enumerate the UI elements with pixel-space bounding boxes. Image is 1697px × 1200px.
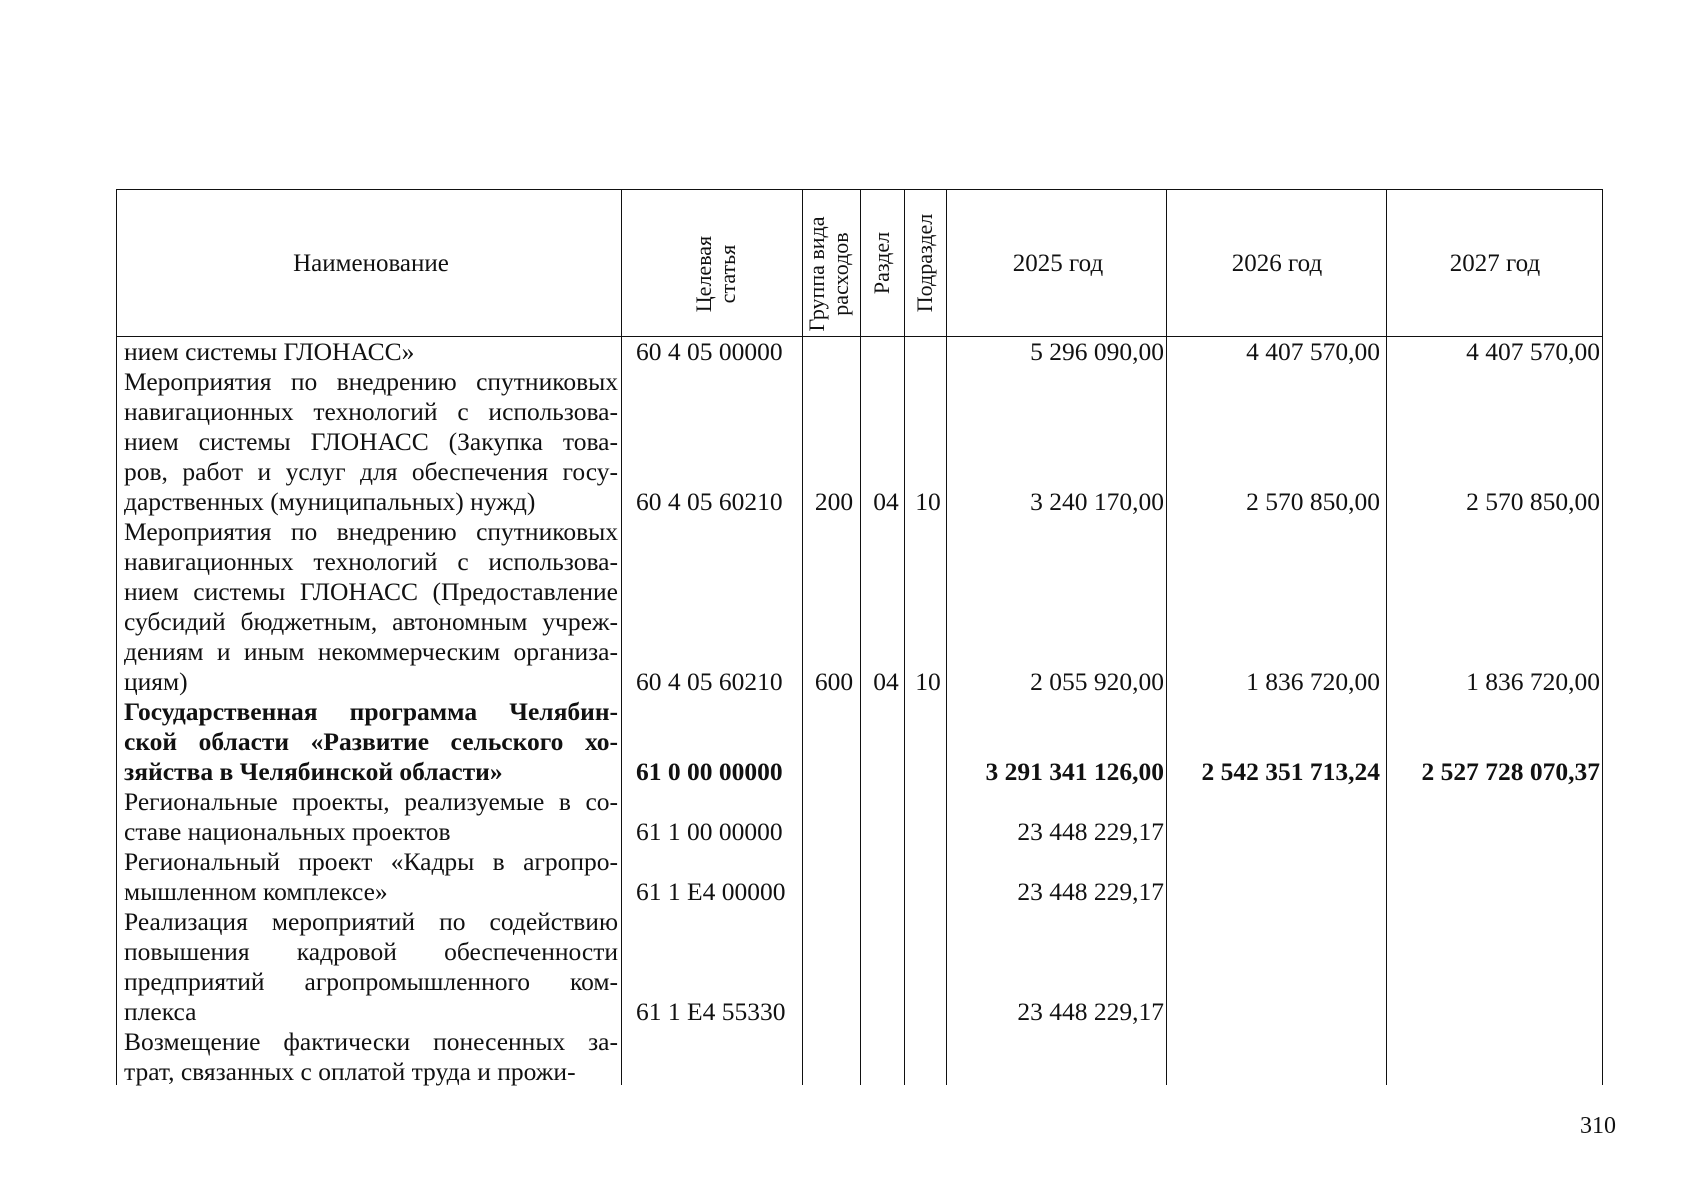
row-name-line: нием системы ГЛОНАСС (Предоставление xyxy=(124,577,618,606)
header-expense-group xyxy=(805,204,857,344)
row-target-article: 60 4 05 00000 xyxy=(636,337,783,366)
col-border-subsection xyxy=(946,190,947,1085)
col-border-left xyxy=(116,190,117,1085)
header-target-line2: статья xyxy=(715,244,740,304)
row-value-2026: 1 836 720,00 xyxy=(1246,667,1380,696)
header-group-line2: расходов xyxy=(828,232,853,316)
row-value-2025: 23 448 229,17 xyxy=(1017,997,1164,1026)
row-value-2025: 3 291 341 126,00 xyxy=(985,757,1164,786)
row-name-line: Мероприятия по внедрению спутниковых xyxy=(124,517,618,546)
header-group-line1: Группа вида xyxy=(804,216,829,332)
row-name-line: Мероприятия по внедрению спутниковых xyxy=(124,367,618,396)
row-subsection: 10 xyxy=(915,667,941,696)
row-value-2027: 2 527 728 070,37 xyxy=(1421,757,1600,786)
row-name-line: Реализация мероприятий по содействию xyxy=(124,907,618,936)
row-name-line: ров, работ и услуг для обеспечения госу- xyxy=(124,457,618,486)
row-section: 04 xyxy=(873,487,899,516)
row-name-line: зяйства в Челябинской области» xyxy=(124,757,503,786)
col-border-section xyxy=(904,190,905,1085)
row-name-line: циям) xyxy=(124,667,188,696)
row-name-line: нием системы ГЛОНАСС (Закупка това- xyxy=(124,427,618,456)
row-name xyxy=(124,697,618,787)
row-name-line: нием системы ГЛОНАСС» xyxy=(124,337,415,366)
col-border-2026 xyxy=(1386,190,1387,1085)
row-name xyxy=(124,847,618,907)
header-2027: 2027 год xyxy=(1449,250,1541,277)
col-border-group xyxy=(860,190,861,1085)
header-subsection: Подраздел xyxy=(912,213,937,313)
row-value-2025: 23 448 229,17 xyxy=(1017,877,1164,906)
row-target-article: 60 4 05 60210 xyxy=(636,487,783,516)
row-value-2025: 2 055 920,00 xyxy=(1030,667,1164,696)
row-value-2027: 4 407 570,00 xyxy=(1466,337,1600,366)
row-name-line: мышленном комплексе» xyxy=(124,877,388,906)
col-border-right xyxy=(1602,190,1603,1085)
row-expense-group: 200 xyxy=(814,487,854,516)
row-name-line: предприятий агропромышленного ком- xyxy=(124,967,618,996)
row-name xyxy=(124,907,618,1027)
header-2026: 2026 год xyxy=(1231,250,1323,277)
row-name xyxy=(124,517,618,697)
header-target-article xyxy=(692,188,744,360)
row-name-line: плекса xyxy=(124,997,197,1026)
page-number: 310 xyxy=(1580,1113,1616,1139)
row-name-line: Возмещение фактически понесенных за- xyxy=(124,1027,618,1056)
row-name xyxy=(124,337,618,367)
row-name-line: навигационных технологий с использова- xyxy=(124,397,618,426)
row-value-2025: 5 296 090,00 xyxy=(1030,337,1164,366)
row-value-2026: 2 570 850,00 xyxy=(1246,487,1380,516)
row-target-article: 61 1 Е4 55330 xyxy=(636,997,786,1026)
row-value-2027: 2 570 850,00 xyxy=(1466,487,1600,516)
row-name-line: дарственных (муниципальных) нужд) xyxy=(124,487,536,516)
row-name-line: трат, связанных с оплатой труда и прожи- xyxy=(124,1057,576,1086)
row-expense-group: 600 xyxy=(814,667,854,696)
row-section: 04 xyxy=(873,667,899,696)
header-name: Наименование xyxy=(293,250,449,277)
row-name xyxy=(124,1027,618,1087)
header-2025: 2025 год xyxy=(1012,250,1104,277)
row-name-line: повышения кадровой обеспеченности xyxy=(124,937,618,966)
col-border-2025 xyxy=(1166,190,1167,1085)
row-name-line: ской области «Развитие сельского хо- xyxy=(124,727,618,756)
row-target-article: 60 4 05 60210 xyxy=(636,667,783,696)
row-subsection: 10 xyxy=(915,487,941,516)
row-value-2026: 2 542 351 713,24 xyxy=(1201,757,1380,786)
row-name-line: Региональный проект «Кадры в агропро- xyxy=(124,847,618,876)
row-target-article: 61 1 Е4 00000 xyxy=(636,877,786,906)
row-value-2025: 3 240 170,00 xyxy=(1030,487,1164,516)
row-name-line: субсидий бюджетным, автономным учреж- xyxy=(124,607,618,636)
row-target-article: 61 0 00 00000 xyxy=(636,757,783,786)
row-target-article: 61 1 00 00000 xyxy=(636,817,783,846)
row-name-line: Государственная программа Челябин- xyxy=(124,697,618,726)
row-name-line: Региональные проекты, реализуемые в со- xyxy=(124,787,618,816)
header-target-line1: Целевая xyxy=(691,235,716,313)
col-border-name xyxy=(621,190,622,1085)
row-name-line: дениям и иным некоммерческим организа- xyxy=(124,637,618,666)
header-section: Раздел xyxy=(869,231,894,295)
row-name-line: ставе национальных проектов xyxy=(124,817,451,846)
row-value-2027: 1 836 720,00 xyxy=(1466,667,1600,696)
col-border-code xyxy=(802,190,803,1085)
row-name-line: навигационных технологий с использова- xyxy=(124,547,618,576)
row-name xyxy=(124,367,618,517)
row-name xyxy=(124,787,618,847)
row-value-2025: 23 448 229,17 xyxy=(1017,817,1164,846)
row-value-2026: 4 407 570,00 xyxy=(1246,337,1380,366)
